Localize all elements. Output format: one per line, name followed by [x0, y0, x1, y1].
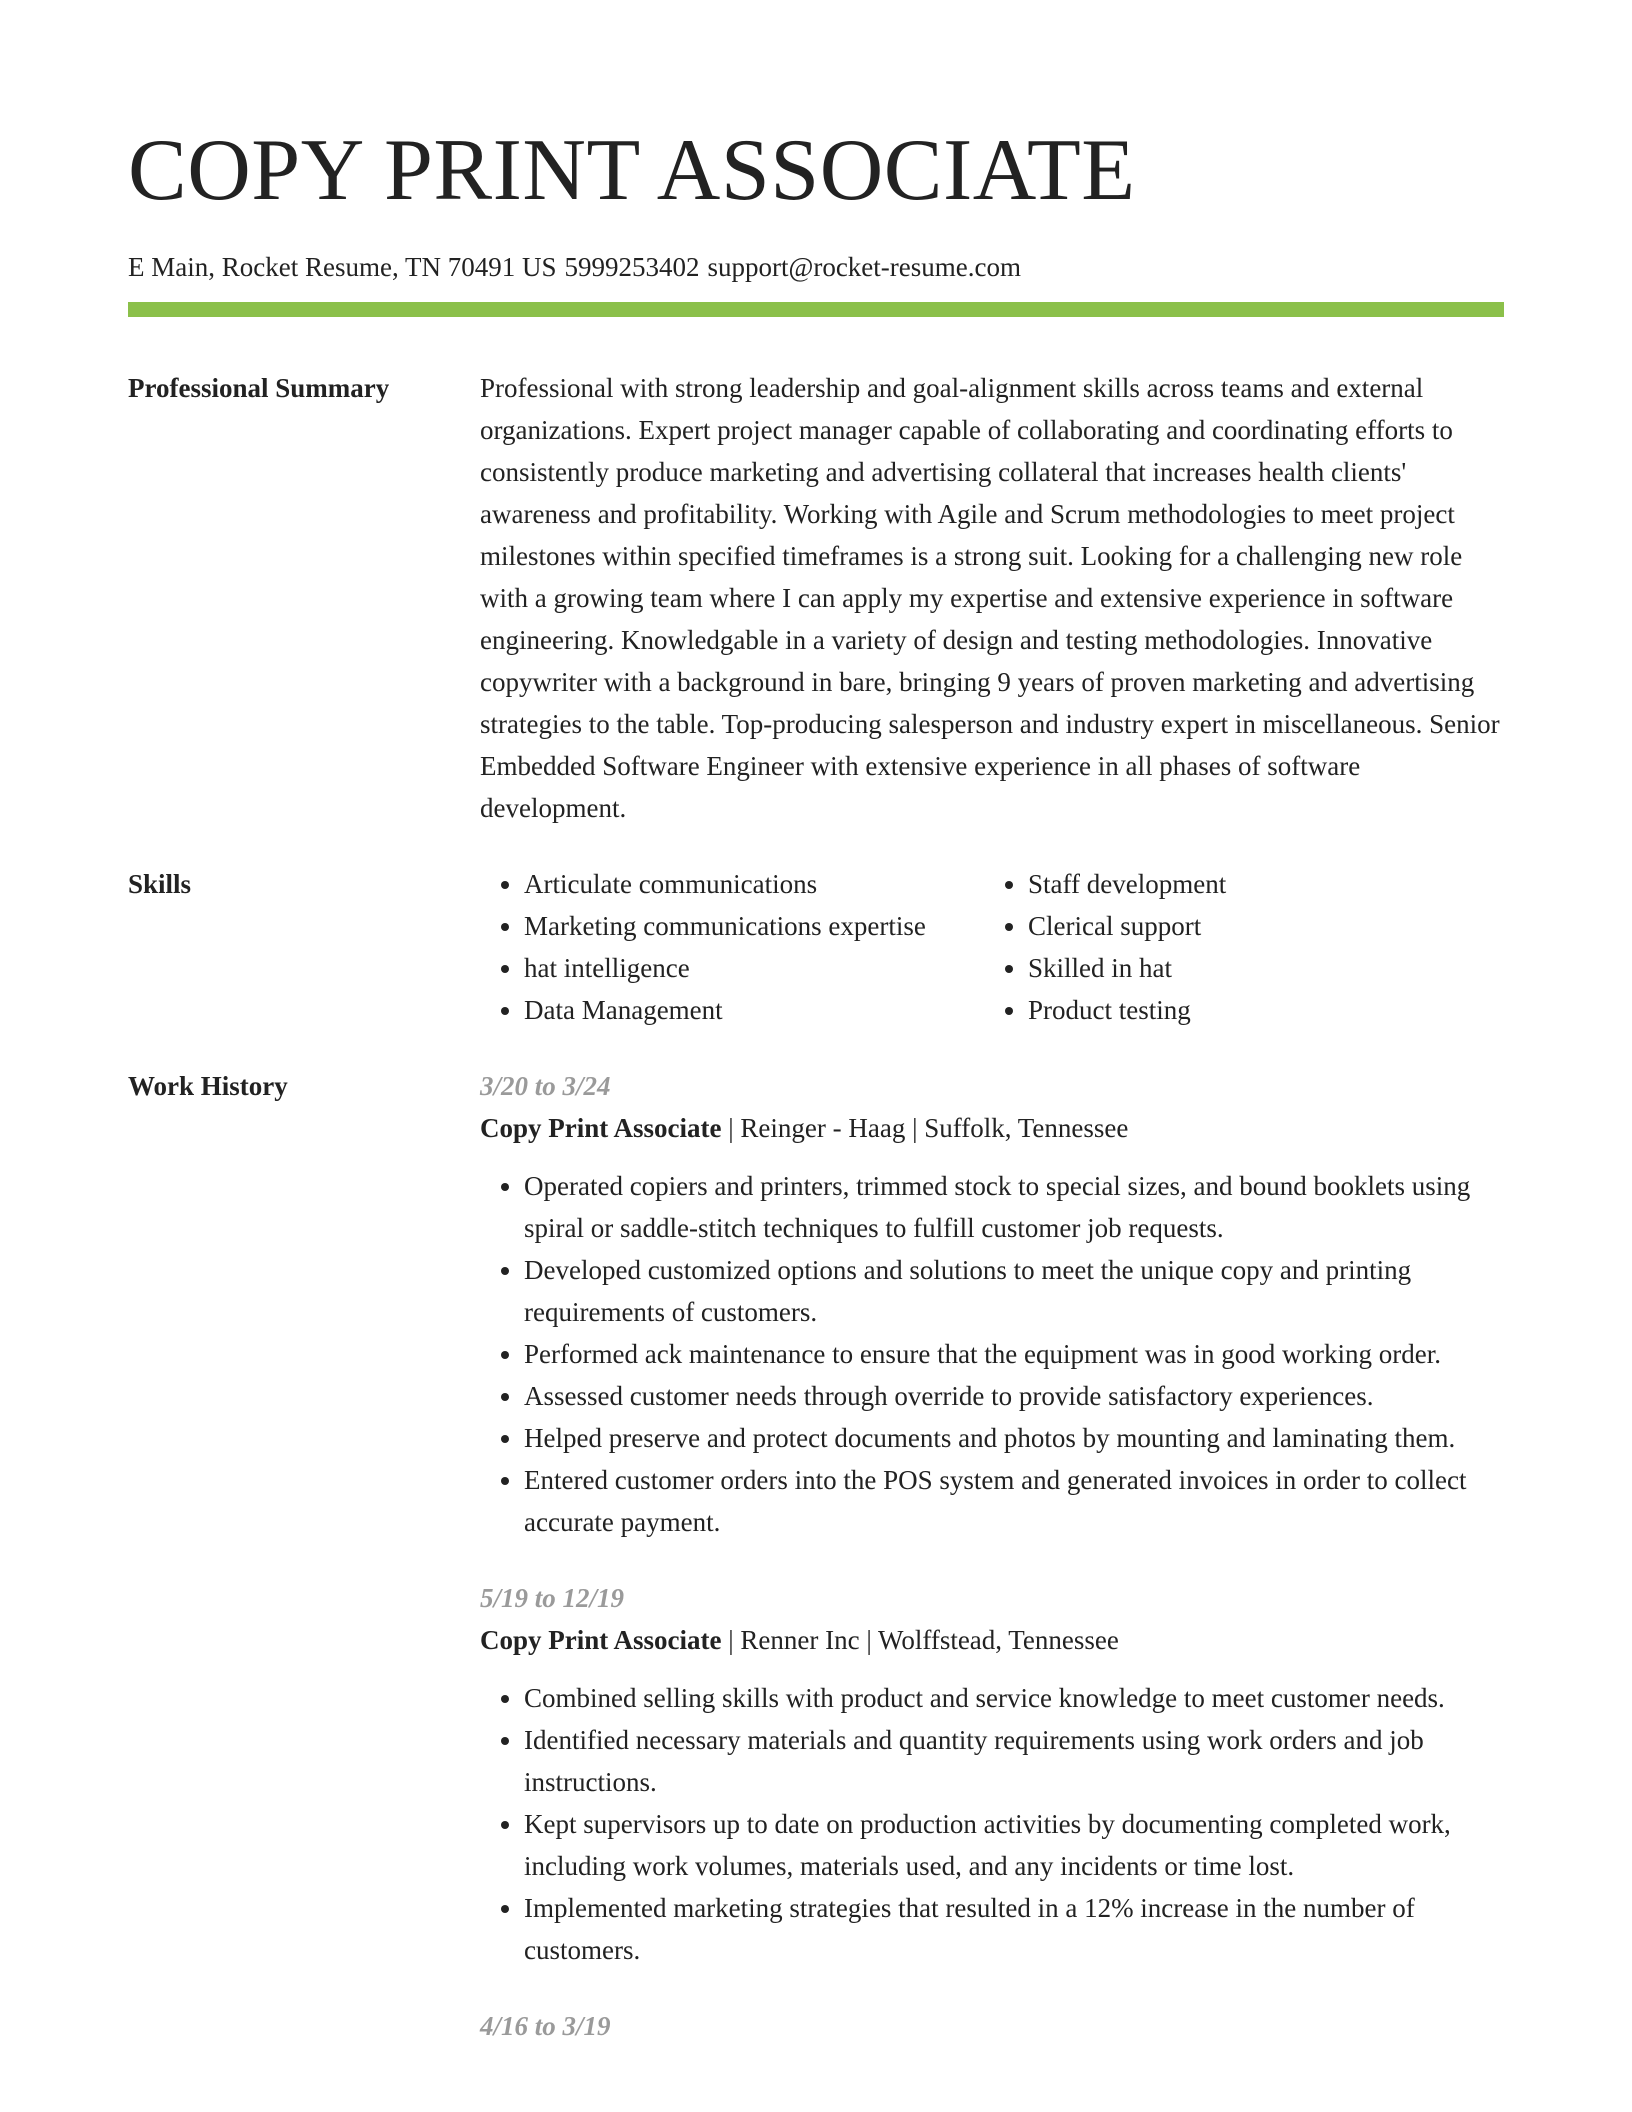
- skill-item: • Skilled in hat: [1028, 947, 1226, 989]
- skill-item: • hat intelligence: [524, 947, 984, 989]
- skill-item: • Articulate communications: [524, 863, 984, 905]
- job-bullet: • Developed customized options and solutions to meet the unique copy and printing requirements of customers.: [524, 1249, 1504, 1333]
- job-entry: [480, 2005, 1504, 2047]
- job-bullet: • Assessed customer needs through override to provide satisfactory experiences.: [524, 1375, 1504, 1417]
- summary-text: Professional with strong leadership and goal-alignment skills across teams and external organizations. Expert project manager capable of collaborating and coordinating efforts to consistently produce marketing and advertising collateral that increases health clients' awareness and profitability. Working with Agile and Scrum methodologies to meet project milestones within specified timeframes is a strong suit. Looking for a challenging new role with a growing team where I can apply my expertise and extensive experience in software engineering. Knowledgable in a variety of design and testing methodologies. Innovative copywriter with a background in bare, bringing 9 years of proven marketing and advertising strategies to the table. Top-producing salesperson and industry expert in miscellaneous. Senior Embedded Software Engineer with extensive experience in all phases of software development.: [480, 373, 1500, 823]
- job-header: [480, 1619, 1504, 1661]
- job-header: [480, 1107, 1504, 1149]
- skill-item: • Data Management: [524, 989, 984, 1031]
- skills-column-2: [984, 863, 1226, 1031]
- summary-heading: Professional Summary: [128, 373, 390, 403]
- job-details: | Renner Inc | Wolffstead, Tennessee: [721, 1625, 1119, 1655]
- job-bullets: [480, 1165, 1504, 1543]
- contact-address: E Main, Rocket Resume, TN 70491 US: [128, 252, 557, 282]
- skills-column-1: [480, 863, 984, 1031]
- job-bullet: • Kept supervisors up to date on production activities by documenting completed work, including work volumes, materials used, and any incidents or time lost.: [524, 1803, 1504, 1887]
- page-title: COPY PRINT ASSOCIATE: [128, 122, 1136, 219]
- contact-line: [128, 250, 1504, 284]
- work-history-heading: Work History: [128, 1071, 288, 1101]
- skill-item: • Staff development: [1028, 863, 1226, 905]
- summary-section: [128, 367, 1504, 829]
- skill-item: • Marketing communications expertise: [524, 905, 984, 947]
- job-bullets: [480, 1677, 1504, 1971]
- job-bullet: • Combined selling skills with product and service knowledge to meet customer needs.: [524, 1677, 1504, 1719]
- header-divider: [128, 302, 1504, 317]
- job-bullet: • Identified necessary materials and quantity requirements using work orders and job instructions.: [524, 1719, 1504, 1803]
- job-title: Copy Print Associate: [480, 1113, 722, 1143]
- contact-email: support@rocket-resume.com: [707, 252, 1021, 282]
- job-title: Copy Print Associate: [480, 1625, 722, 1655]
- job-dates: 5/19 to 12/19: [480, 1583, 625, 1613]
- job-dates: 3/20 to 3/24: [480, 1071, 611, 1101]
- job-bullet: • Helped preserve and protect documents and photos by mounting and laminating them.: [524, 1417, 1504, 1459]
- skills-list: [480, 863, 1504, 1031]
- skill-item: • Product testing: [1028, 989, 1226, 1031]
- contact-phone: 5999253402: [564, 252, 700, 282]
- job-entry: [480, 1065, 1504, 1543]
- job-bullet: • Implemented marketing strategies that resulted in a 12% increase in the number of customers.: [524, 1887, 1504, 1971]
- work-history-list: [480, 1065, 1504, 2081]
- resume-page: [128, 0, 1504, 2081]
- job-entry: [480, 1577, 1504, 1971]
- job-dates: 4/16 to 3/19: [480, 2011, 611, 2041]
- job-bullet: • Entered customer orders into the POS system and generated invoices in order to collect accurate payment.: [524, 1459, 1504, 1543]
- skills-section: [128, 863, 1504, 1031]
- work-history-section: [128, 1065, 1504, 2081]
- job-details: | Reinger - Haag | Suffolk, Tennessee: [721, 1113, 1129, 1143]
- skill-item: • Clerical support: [1028, 905, 1226, 947]
- job-bullet: • Operated copiers and printers, trimmed stock to special sizes, and bound booklets using spiral or saddle-stitch techniques to fulfill customer job requests.: [524, 1165, 1504, 1249]
- skills-heading: Skills: [128, 869, 192, 899]
- job-bullet: • Performed ack maintenance to ensure that the equipment was in good working order.: [524, 1333, 1504, 1375]
